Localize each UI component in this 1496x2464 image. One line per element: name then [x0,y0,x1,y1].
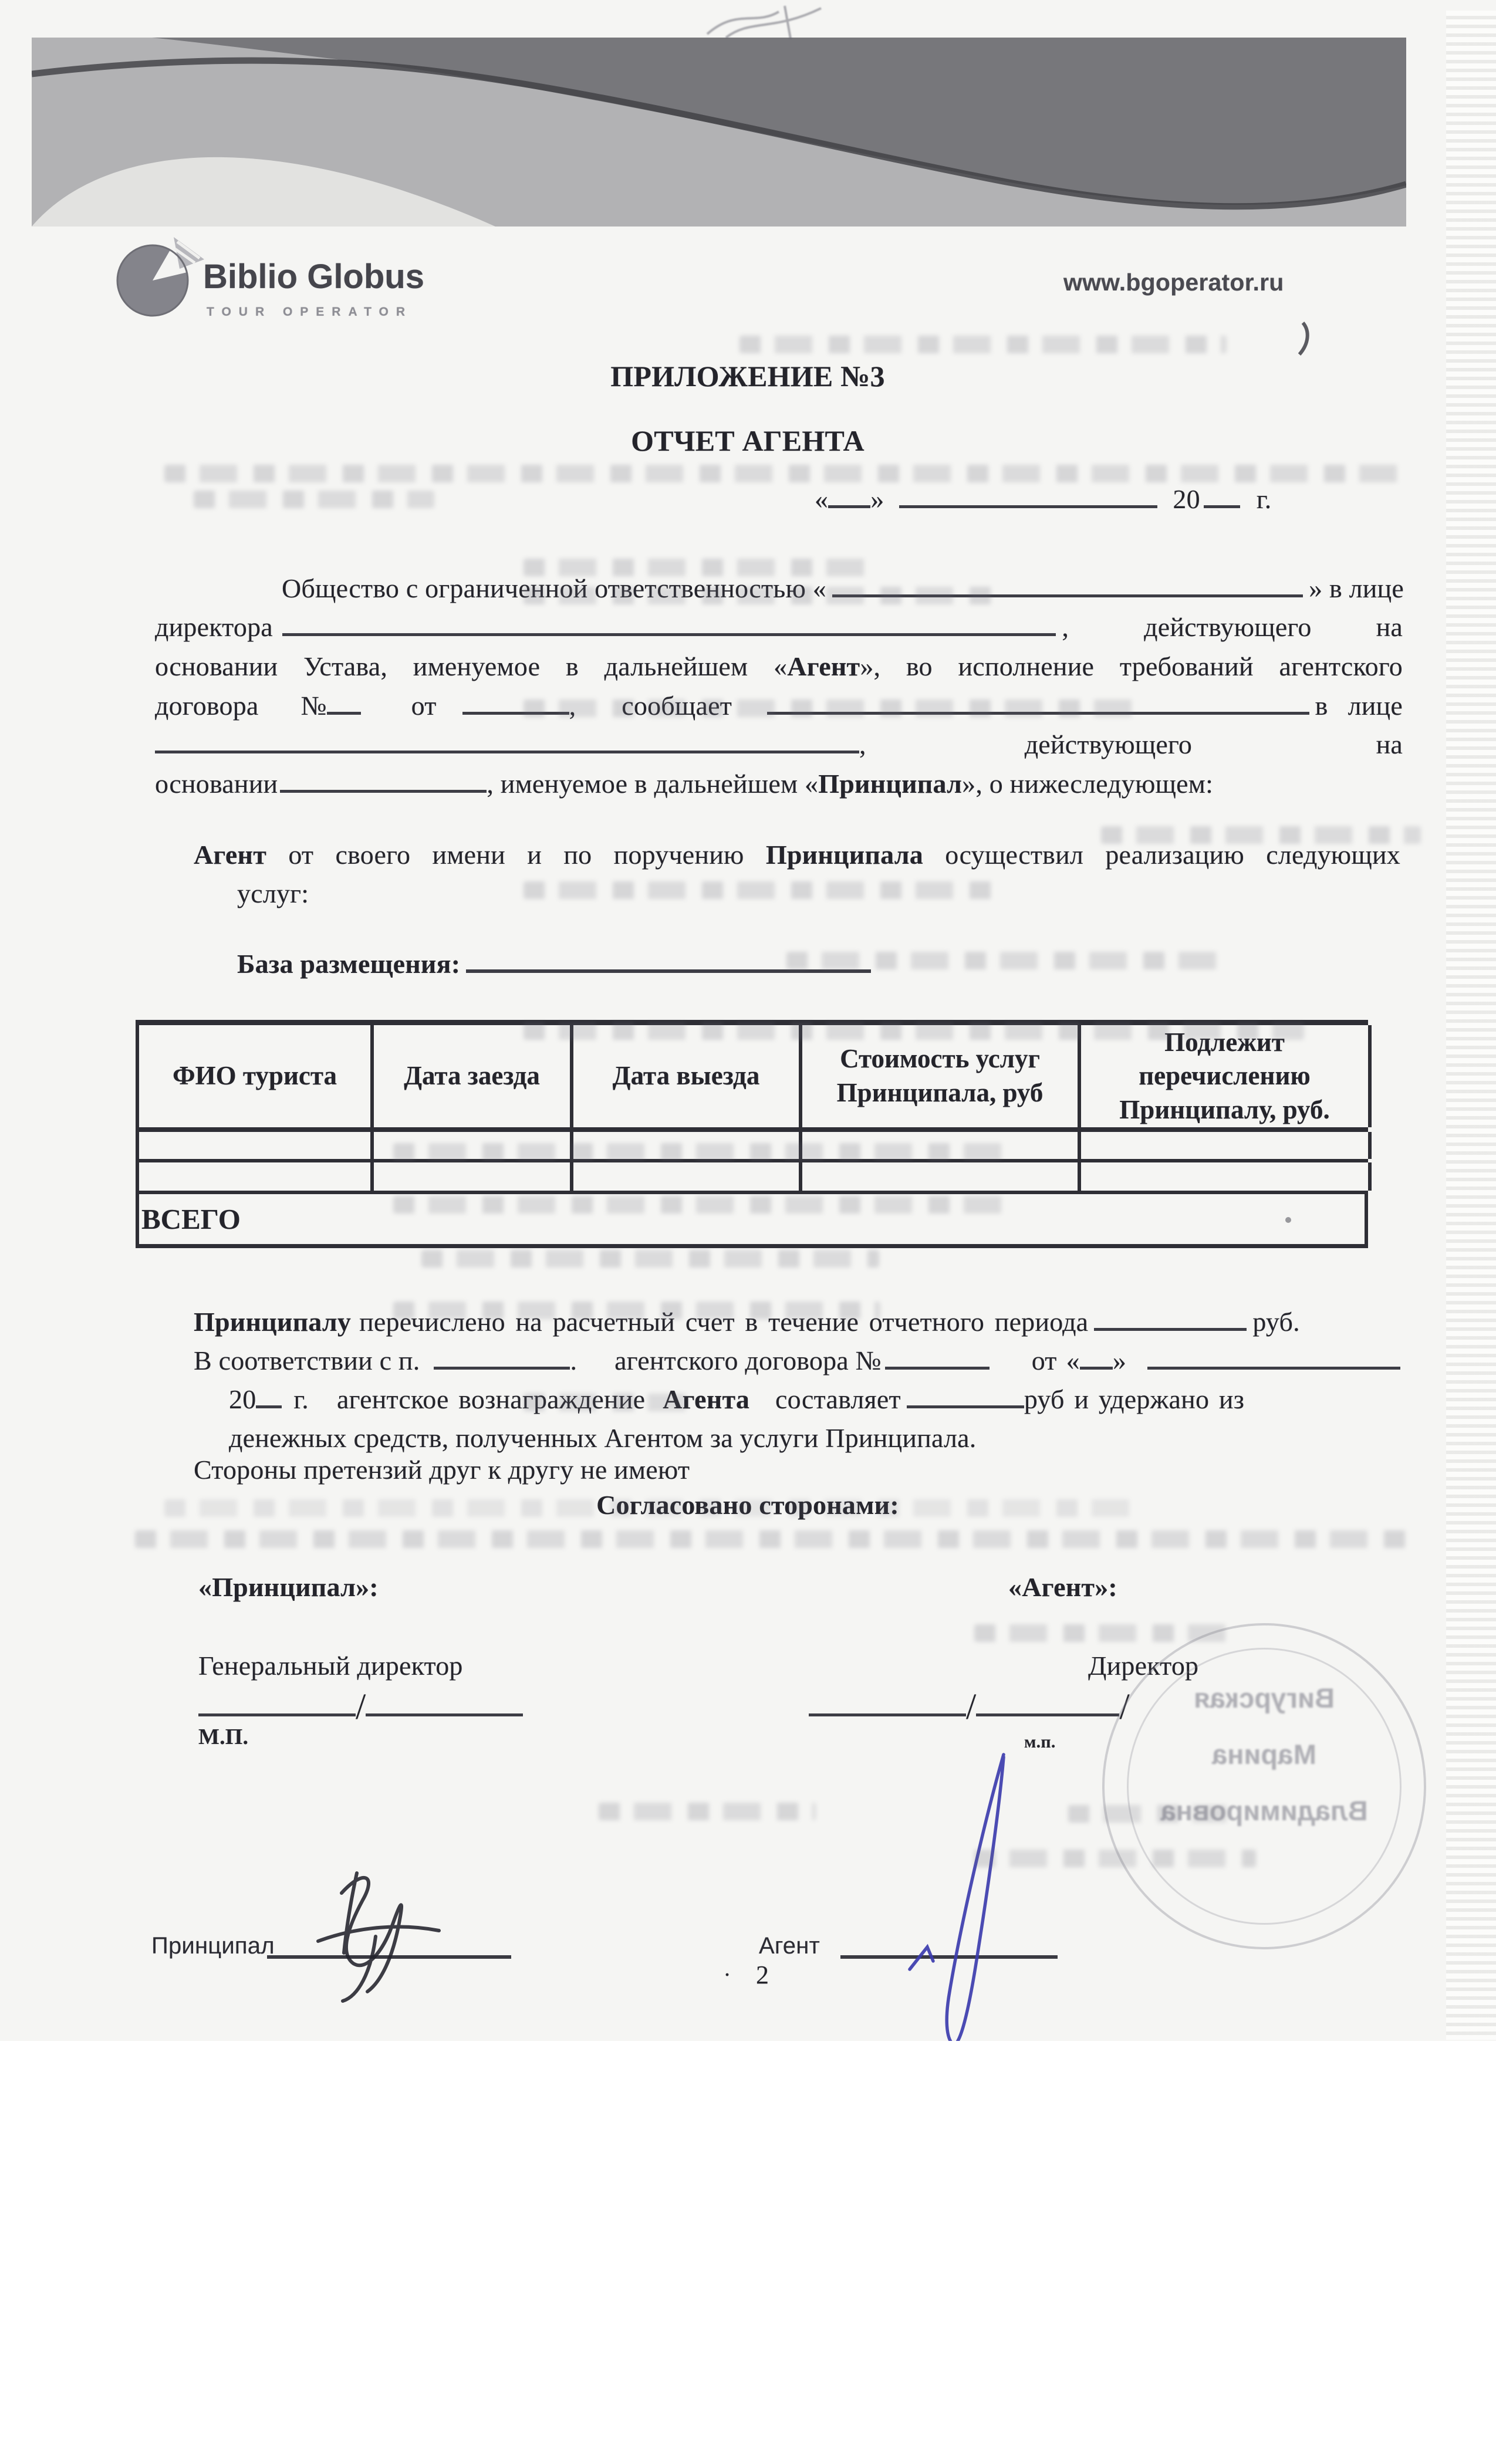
bleedthrough-artifact [974,1850,1256,1867]
ink-speck [1285,1217,1291,1223]
stamp-name-line2: Марина [1212,1739,1316,1770]
footer-dot: . [724,1955,731,1981]
page-number: 2 [756,1961,769,1989]
empty-cell [139,1132,374,1159]
principal-party-heading: «Принципал»: [198,1572,379,1602]
settlement-line-5: Стороны претензий друг к другу не имеют [194,1455,690,1485]
agent-party-heading: «Агент»: [1008,1572,1117,1602]
stamp-name-line1: Вигурская [1194,1682,1335,1713]
total-label: ВСЕГО [141,1203,241,1235]
document-title-line1: ПРИЛОЖЕНИЕ №3 [610,360,885,393]
bleedthrough-artifact [393,1143,1004,1161]
intro-l2-comma: , [1062,612,1069,642]
agent-name-blank [976,1711,1119,1716]
intro-l6-b: , именуемое в дальнейшем « [487,769,819,799]
date-year-blank [1204,502,1240,508]
settlement-l2-openq: « [1066,1346,1080,1375]
signature-slash: / [356,1687,366,1727]
services-line-2: услуг: [237,878,309,908]
intro-l4-no: № [300,691,327,721]
settlement-l1-text: перечислено на расчетный счет в течение отчетного периода [359,1307,1089,1337]
empty-cell [139,1162,374,1191]
agency-contract-month-blank [1147,1364,1400,1370]
table-header-row [136,1025,1368,1132]
pencil-scribble-mark [701,1,848,43]
agent-role: Директор [1088,1651,1199,1681]
settlement-line-2 [194,1345,1400,1376]
agent-signature-blank [809,1711,966,1716]
document-title-line2: ОТЧЕТ АГЕНТА [631,424,864,457]
services-principal-bold: Принципала [765,840,923,870]
intro-l2-tail1: действующего [1144,612,1312,642]
bleedthrough-artifact [524,699,1134,717]
bleedthrough-artifact [393,1302,880,1319]
director-name-blank [282,630,1056,636]
contract-number-blank [327,709,361,715]
accommodation-line [237,948,871,979]
intro-l6-osnovanii: основании [155,769,278,799]
empty-cell [802,1162,1081,1191]
basis-blank [280,787,487,793]
settlement-principal-bold: Принципалу [194,1307,352,1337]
brand-name: Biblio Globus [203,258,424,296]
intro-l4-dogovora: договора [155,691,259,721]
intro-line-6 [155,768,1213,799]
empty-cell [573,1162,802,1191]
bleedthrough-artifact [786,952,1227,969]
bleedthrough-artifact [1101,826,1421,844]
table-empty-row [136,1162,1368,1194]
principal-handwritten-signature [288,1865,481,2006]
settlement-line-4: денежных средств, полученных Агентом за услуги Принципала. [229,1423,977,1453]
empty-cell [374,1162,573,1191]
agreed-by-parties-heading: Согласовано сторонами: [596,1490,899,1520]
settlement-line-3 [229,1384,1400,1415]
intro-l5-tail1: действующего [1024,729,1193,759]
clause-number-blank [434,1364,570,1370]
accommodation-label: База размещения: [237,949,461,979]
date-day-blank [828,502,870,508]
footer-agent-label: Агент [759,1933,820,1959]
intro-l3-agent: Агент [787,651,860,681]
footer-principal-label: Принципал [151,1933,275,1959]
intro-l3-a: основании Устава, именуемое в дальнейшем « [155,651,788,681]
col-header-due-to-principal: Подлежит перечислению Принципалу, руб. [1081,1025,1372,1127]
signature-slash: / [966,1687,977,1727]
agent-handwritten-signature [898,1744,1033,2061]
agency-contract-day-blank [1080,1364,1113,1370]
settlement-l1-rub: руб. [1252,1307,1300,1337]
bleedthrough-artifact [524,1022,1304,1040]
col-header-checkin-date: Дата заезда [374,1025,573,1127]
bleedthrough-artifact [164,465,1409,482]
bleedthrough-artifact [164,1499,1139,1517]
bleedthrough-artifact [1068,1805,1227,1823]
settlement-l3-text2: составляет [775,1384,901,1414]
date-line [815,484,1271,515]
bleedthrough-artifact [194,491,434,508]
intro-l4-lice: лице [1348,691,1403,721]
stamp-bleedthrough [1102,1623,1426,1949]
services-text-1: от своего имени и по поручению [288,840,744,870]
agency-contract-year-blank [256,1402,282,1408]
scanner-edge-texture [1446,11,1496,2040]
scan-bottom-margin [0,2041,1496,2464]
intro-l1-tail: » в лице [1309,573,1404,603]
bleedthrough-artifact [524,559,876,576]
settlement-l2-text2: агентского договора № [614,1346,882,1375]
settlement-l3-text3: руб и удержано из [1024,1384,1245,1414]
intro-l5-tail2: на [1376,729,1403,759]
date-month-blank [899,502,1157,508]
intro-l6-principal: Принципал [818,769,963,799]
intro-l4-ot: от [411,691,437,721]
settlement-l3-20: 20 [229,1384,256,1414]
agent-signature-line [809,1684,1130,1726]
empty-cell [1081,1162,1372,1191]
intro-l1-text: Общество с ограниченной ответственностью « [282,573,826,603]
bleedthrough-artifact [974,1624,1227,1642]
intro-line-2 [155,611,1403,643]
col-header-checkout-date: Дата выезда [573,1025,802,1127]
date-open-quote: « [815,484,829,514]
empty-cell [1081,1132,1372,1159]
principal-person-blank [155,748,859,753]
settlement-l3-g: г. [293,1384,309,1414]
principal-signature-blank [198,1711,356,1716]
intro-l2-tail2: на [1376,612,1403,642]
principal-name-blank [366,1711,523,1716]
seal-placeholder-left: М.П. [198,1725,249,1749]
services-text-2: осуществил реализацию следующих [945,840,1400,870]
date-close-quote: » [870,484,884,514]
col-header-tourist-name: ФИО туриста [139,1025,374,1127]
intro-line-3 [155,651,1403,682]
seal-placeholder-right: м.п. [1024,1732,1056,1752]
settlement-l2-dot: . [570,1346,578,1375]
settlement-agent-bold: Агента [663,1384,750,1414]
col-header-service-cost: Стоимость услуг Принципала, руб [802,1025,1081,1127]
settlement-l2-ot: от [1031,1346,1057,1375]
stamp-name-line3: Владимировна [1160,1795,1368,1826]
settlement-l2-closeq: » [1112,1346,1127,1375]
date-year-prefix: 20 [1173,484,1200,514]
bleedthrough-artifact [135,1530,1409,1548]
commission-amount-blank [907,1402,1024,1408]
intro-l4-comma: , [569,691,576,721]
signature-slash: / [1119,1687,1130,1727]
date-year-suffix: г. [1256,484,1272,514]
principal-signature-line [198,1684,523,1726]
bleedthrough-artifact [524,587,1005,604]
bleedthrough-artifact [599,1803,816,1820]
intro-l6-d: », о нижеследующем: [962,769,1214,799]
services-agent-bold: Агент [194,840,267,870]
ink-smudge-mark [1296,322,1317,357]
intro-l2-word: директора [155,612,273,642]
bleedthrough-artifact [524,881,1005,899]
tourists-table [136,1020,1368,1248]
agency-contract-number-blank [885,1364,990,1370]
intro-l3-c: », во исполнение требований агентского [860,651,1403,681]
intro-line-5 [155,729,1403,760]
intro-l4-soobshaet: сообщает [622,691,732,721]
website-url: www.bgoperator.ru [1063,269,1284,296]
bleedthrough-artifact [739,336,1227,353]
bleedthrough-artifact [393,1196,1004,1214]
transferred-amount-blank [1094,1325,1247,1331]
brand-tagline: TOUR OPERATOR [207,305,413,319]
intro-l5-comma: , [859,729,866,759]
settlement-l3-text1: агентское вознаграждение [337,1384,646,1414]
settlement-l2-text1: В соответствии с п. [194,1346,420,1375]
principal-role: Генеральный директор [198,1651,463,1681]
intro-l4-v: в [1315,691,1328,721]
header-wave-banner [32,38,1406,227]
bleedthrough-artifact [524,1394,694,1411]
bleedthrough-artifact [421,1250,879,1268]
